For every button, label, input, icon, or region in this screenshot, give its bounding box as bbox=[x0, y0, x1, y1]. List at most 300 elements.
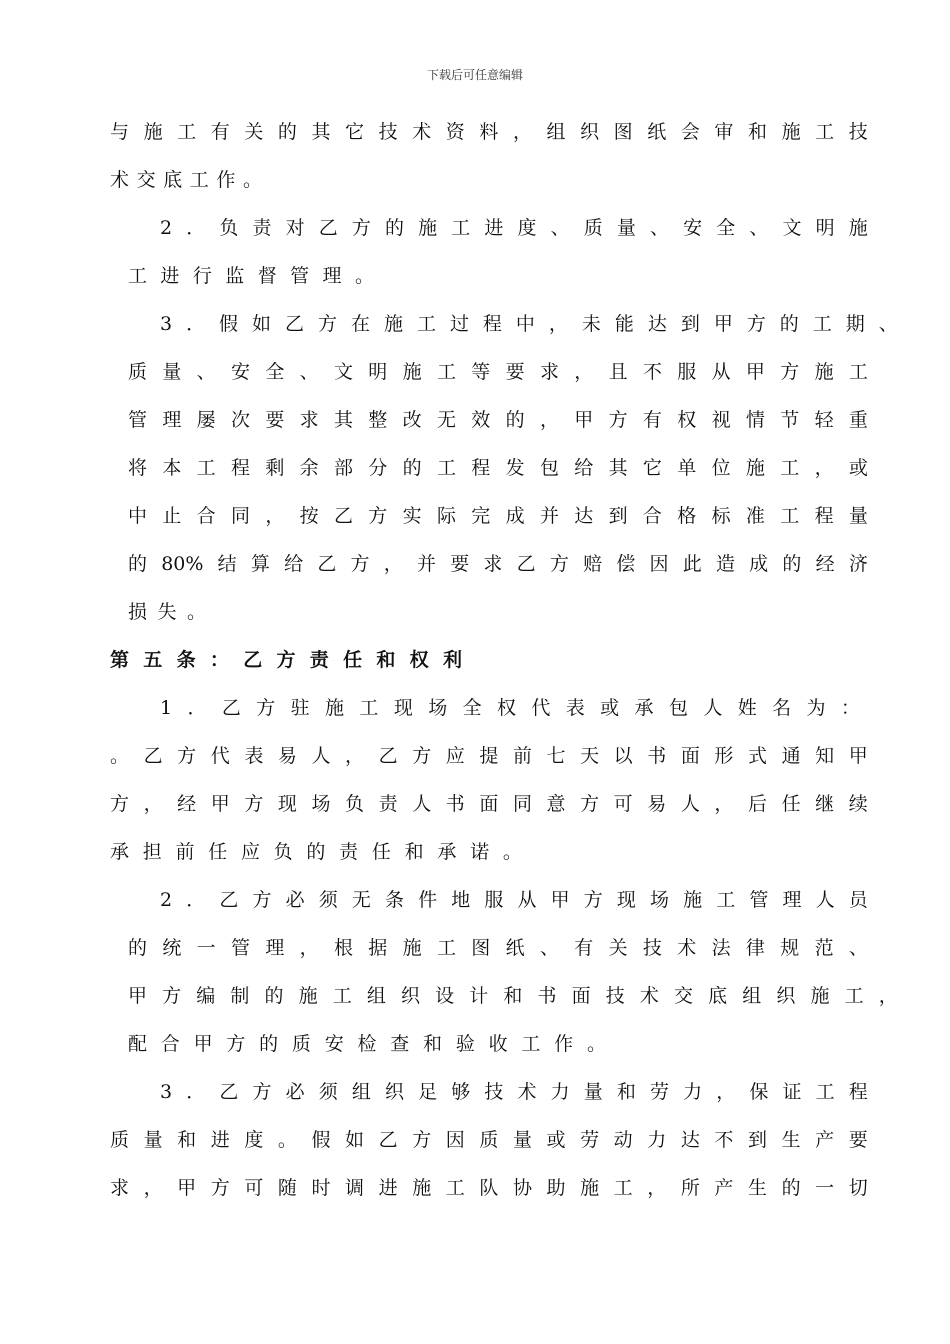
text-glyph: 所 bbox=[680, 1177, 700, 1199]
text-line bbox=[110, 120, 868, 144]
text-glyph: 、 bbox=[749, 217, 769, 239]
text-glyph: 方 bbox=[549, 553, 569, 575]
text-glyph: 现 bbox=[616, 889, 636, 911]
text-glyph: 书 bbox=[445, 793, 465, 815]
text-glyph: 进 bbox=[378, 1177, 398, 1199]
text-line bbox=[160, 696, 860, 720]
text-glyph: 如 bbox=[252, 313, 272, 335]
text-glyph: 质 bbox=[128, 361, 148, 383]
text-glyph: 工 bbox=[445, 1177, 465, 1199]
text-glyph: 工 bbox=[780, 457, 800, 479]
text-glyph: 重 bbox=[848, 409, 868, 431]
text-line bbox=[128, 984, 898, 1008]
text-glyph: ， bbox=[647, 1177, 667, 1199]
text-glyph: 面 bbox=[479, 793, 499, 815]
text-glyph: 力 bbox=[550, 1081, 570, 1103]
text-glyph: 此 bbox=[682, 553, 702, 575]
text-glyph: 因 bbox=[445, 1129, 465, 1151]
text-glyph: 情 bbox=[745, 409, 765, 431]
text-glyph: ， bbox=[539, 409, 559, 431]
text-glyph: 方 bbox=[608, 409, 628, 431]
text-glyph: 担 bbox=[142, 841, 162, 863]
text-glyph: 位 bbox=[711, 457, 731, 479]
text-glyph: 或 bbox=[600, 697, 620, 719]
text-glyph: 到 bbox=[608, 505, 628, 527]
text-glyph: 同 bbox=[230, 505, 250, 527]
text-glyph: 五 bbox=[143, 649, 163, 671]
text-glyph: 施 bbox=[325, 697, 345, 719]
text-glyph: 地 bbox=[451, 889, 471, 911]
text-glyph: 负 bbox=[219, 217, 239, 239]
text-glyph: 面 bbox=[680, 745, 700, 767]
text-glyph: 工 bbox=[812, 313, 832, 335]
text-glyph: 乙 bbox=[143, 745, 163, 767]
text-glyph: 程 bbox=[482, 313, 502, 335]
text-glyph: 其 bbox=[333, 409, 353, 431]
text-glyph: 工 bbox=[359, 697, 379, 719]
text-glyph: 、 bbox=[878, 313, 898, 335]
text-glyph: 作 bbox=[554, 1033, 574, 1055]
text-glyph: 施 bbox=[418, 217, 438, 239]
text-glyph: 必 bbox=[285, 889, 305, 911]
text-glyph: 文 bbox=[782, 217, 802, 239]
text-glyph: 造 bbox=[715, 553, 735, 575]
text-glyph: 失 bbox=[157, 601, 177, 623]
text-glyph: 方 bbox=[412, 745, 432, 767]
text-glyph: 求 bbox=[483, 553, 503, 575]
text-glyph: 方 bbox=[412, 1129, 432, 1151]
text-glyph: 方 bbox=[351, 217, 371, 239]
text-line bbox=[128, 504, 868, 528]
text-glyph: 际 bbox=[436, 505, 456, 527]
text-glyph: 施 bbox=[580, 1177, 600, 1199]
text-glyph: 七 bbox=[546, 745, 566, 767]
text-glyph: 、 bbox=[539, 937, 559, 959]
text-glyph: 术 bbox=[110, 169, 130, 191]
text-glyph: 甲 bbox=[210, 793, 230, 815]
text-glyph: 假 bbox=[219, 313, 239, 335]
text-glyph: 织 bbox=[580, 121, 600, 143]
text-glyph: ： bbox=[209, 649, 229, 671]
text-glyph: 合 bbox=[642, 505, 662, 527]
text-glyph: 。 bbox=[586, 1033, 606, 1055]
text-glyph: 意 bbox=[546, 793, 566, 815]
text-glyph: 工 bbox=[848, 361, 868, 383]
text-glyph: 给 bbox=[284, 553, 304, 575]
text-glyph: 乙 bbox=[333, 505, 353, 527]
text-glyph: 剩 bbox=[265, 457, 285, 479]
text-glyph: 全 bbox=[716, 217, 736, 239]
text-glyph: 责 bbox=[309, 649, 329, 671]
text-glyph: 。 bbox=[242, 169, 262, 191]
text-glyph: 要 bbox=[450, 553, 470, 575]
text-glyph: 形 bbox=[714, 745, 734, 767]
text-glyph: 织 bbox=[776, 985, 796, 1007]
text-glyph: 术 bbox=[412, 121, 432, 143]
text-glyph: 部 bbox=[333, 457, 353, 479]
text-glyph: 纸 bbox=[647, 121, 667, 143]
text-glyph: 文 bbox=[333, 361, 353, 383]
text-glyph: 有 bbox=[210, 121, 230, 143]
text-glyph: 安 bbox=[683, 217, 703, 239]
text-glyph: 乙 bbox=[317, 553, 337, 575]
text-glyph: 乙 bbox=[285, 313, 305, 335]
text-glyph: 理 bbox=[322, 265, 342, 287]
text-glyph: 发 bbox=[505, 457, 525, 479]
text-glyph: 工 bbox=[815, 1081, 835, 1103]
text-glyph: 且 bbox=[608, 361, 628, 383]
text-glyph: 效 bbox=[471, 409, 491, 431]
text-line bbox=[160, 216, 868, 240]
text-glyph: 配 bbox=[128, 1033, 148, 1055]
text-glyph: ， bbox=[714, 793, 734, 815]
text-glyph: 织 bbox=[401, 985, 421, 1007]
text-glyph: 行 bbox=[192, 265, 212, 287]
text-glyph: 2 bbox=[160, 889, 173, 911]
text-glyph: 施 bbox=[143, 121, 163, 143]
text-glyph: 底 bbox=[163, 169, 183, 191]
text-glyph: 理 bbox=[782, 889, 802, 911]
text-glyph: 织 bbox=[384, 1081, 404, 1103]
text-glyph: 。 bbox=[277, 1129, 297, 1151]
text-glyph: 图 bbox=[613, 121, 633, 143]
text-glyph: ， bbox=[878, 985, 898, 1007]
text-glyph: 度 bbox=[244, 1129, 264, 1151]
text-glyph: 和 bbox=[503, 985, 523, 1007]
text-glyph: 。 bbox=[354, 265, 374, 287]
text-glyph: 条 bbox=[176, 649, 196, 671]
text-glyph: 中 bbox=[128, 505, 148, 527]
text-glyph: 底 bbox=[708, 985, 728, 1007]
text-glyph: 驻 bbox=[290, 697, 310, 719]
text-glyph: 技 bbox=[378, 121, 398, 143]
text-glyph: 术 bbox=[517, 1081, 537, 1103]
text-glyph: 作 bbox=[216, 169, 236, 191]
text-line bbox=[110, 1128, 868, 1152]
text-glyph: 组 bbox=[742, 985, 762, 1007]
text-glyph: 天 bbox=[580, 745, 600, 767]
text-glyph: 乙 bbox=[243, 649, 263, 671]
text-glyph: 乙 bbox=[378, 745, 398, 767]
text-glyph: 产 bbox=[815, 1129, 835, 1151]
text-glyph: 实 bbox=[402, 505, 422, 527]
text-glyph: 图 bbox=[471, 937, 491, 959]
text-glyph: 方 bbox=[110, 793, 130, 815]
text-glyph: 程 bbox=[848, 1081, 868, 1103]
text-glyph: 乙 bbox=[221, 697, 241, 719]
text-glyph: 的 bbox=[277, 121, 297, 143]
text-line bbox=[128, 456, 868, 480]
text-glyph: 施 bbox=[848, 217, 868, 239]
text-glyph: 达 bbox=[647, 313, 667, 335]
text-glyph: 量 bbox=[143, 1129, 163, 1151]
text-glyph: ， bbox=[574, 361, 594, 383]
text-glyph: 方 bbox=[276, 649, 296, 671]
text-glyph: 合 bbox=[196, 505, 216, 527]
text-glyph: 责 bbox=[378, 793, 398, 815]
text-glyph: 甲 bbox=[848, 745, 868, 767]
text-glyph: 协 bbox=[512, 1177, 532, 1199]
text-glyph: 范 bbox=[814, 937, 834, 959]
text-glyph: 制 bbox=[230, 985, 250, 1007]
text-glyph: 。 bbox=[502, 841, 522, 863]
text-glyph: 任 bbox=[208, 841, 228, 863]
text-glyph: 济 bbox=[848, 553, 868, 575]
text-glyph: 它 bbox=[345, 121, 365, 143]
text-glyph: 保 bbox=[749, 1081, 769, 1103]
text-glyph: 必 bbox=[285, 1081, 305, 1103]
text-glyph: 的 bbox=[128, 937, 148, 959]
text-glyph: 方 bbox=[226, 1033, 246, 1055]
text-glyph: 对 bbox=[285, 217, 305, 239]
text-glyph: 止 bbox=[162, 505, 182, 527]
text-glyph: 技 bbox=[642, 937, 662, 959]
text-glyph: 期 bbox=[845, 313, 865, 335]
text-glyph: 后 bbox=[747, 793, 767, 815]
text-glyph: 权 bbox=[677, 409, 697, 431]
text-glyph: 设 bbox=[435, 985, 455, 1007]
text-glyph: 量 bbox=[616, 217, 636, 239]
text-glyph: 责 bbox=[339, 841, 359, 863]
text-glyph: 全 bbox=[462, 697, 482, 719]
text-glyph: 和 bbox=[177, 1129, 197, 1151]
text-glyph: 任 bbox=[371, 841, 391, 863]
text-glyph: 其 bbox=[608, 457, 628, 479]
text-line bbox=[160, 888, 868, 912]
text-glyph: 等 bbox=[471, 361, 491, 383]
text-glyph: 本 bbox=[162, 457, 182, 479]
text-glyph: 视 bbox=[711, 409, 731, 431]
text-glyph: 提 bbox=[479, 745, 499, 767]
text-glyph: 有 bbox=[642, 409, 662, 431]
text-glyph: 的 bbox=[505, 409, 525, 431]
text-glyph: 权 bbox=[409, 649, 429, 671]
text-glyph: 承 bbox=[634, 697, 654, 719]
text-glyph: 包 bbox=[668, 697, 688, 719]
text-glyph: 在 bbox=[350, 313, 370, 335]
text-glyph: 工 bbox=[196, 457, 216, 479]
text-glyph: 、 bbox=[196, 361, 216, 383]
text-glyph: 明 bbox=[368, 361, 388, 383]
text-glyph: 准 bbox=[745, 505, 765, 527]
text-glyph: 进 bbox=[210, 1129, 230, 1151]
text-glyph: 人 bbox=[680, 793, 700, 815]
text-glyph: 合 bbox=[160, 1033, 180, 1055]
text-glyph: 偿 bbox=[616, 553, 636, 575]
text-glyph: 任 bbox=[343, 649, 363, 671]
text-glyph: 管 bbox=[128, 409, 148, 431]
text-glyph: 和 bbox=[404, 841, 424, 863]
text-glyph: 量 bbox=[583, 1081, 603, 1103]
text-glyph: 有 bbox=[574, 937, 594, 959]
text-glyph: 达 bbox=[574, 505, 594, 527]
text-glyph: 力 bbox=[647, 1129, 667, 1151]
text-glyph: 场 bbox=[428, 697, 448, 719]
text-glyph: 够 bbox=[451, 1081, 471, 1103]
text-glyph: 甲 bbox=[128, 985, 148, 1007]
text-glyph: 知 bbox=[815, 745, 835, 767]
text-glyph: 律 bbox=[745, 937, 765, 959]
text-glyph: 工 bbox=[177, 121, 197, 143]
text-glyph: ． bbox=[186, 889, 206, 911]
text-glyph: ， bbox=[143, 1177, 163, 1199]
text-glyph: 统 bbox=[162, 937, 182, 959]
text-glyph: ： bbox=[840, 697, 860, 719]
text-glyph: 方 bbox=[244, 793, 264, 815]
text-glyph: 从 bbox=[517, 889, 537, 911]
text-glyph: 工 bbox=[436, 937, 456, 959]
text-glyph: 前 bbox=[512, 745, 532, 767]
text-glyph: 工 bbox=[613, 1177, 633, 1199]
text-glyph: 它 bbox=[642, 457, 662, 479]
text-glyph: 任 bbox=[781, 793, 801, 815]
text-line bbox=[128, 1032, 606, 1056]
text-glyph: 方 bbox=[318, 313, 338, 335]
text-glyph: 施 bbox=[402, 937, 422, 959]
text-glyph: 前 bbox=[175, 841, 195, 863]
text-glyph: 技 bbox=[848, 121, 868, 143]
text-glyph: 要 bbox=[848, 1129, 868, 1151]
text-glyph: 量 bbox=[512, 1129, 532, 1151]
text-glyph: 施 bbox=[745, 457, 765, 479]
text-glyph: 无 bbox=[351, 889, 371, 911]
text-glyph: 质 bbox=[110, 1129, 130, 1151]
text-glyph: 名 bbox=[772, 697, 792, 719]
text-glyph: 整 bbox=[368, 409, 388, 431]
text-glyph: 程 bbox=[471, 457, 491, 479]
text-glyph: 安 bbox=[230, 361, 250, 383]
text-glyph: 件 bbox=[418, 889, 438, 911]
text-line bbox=[110, 840, 522, 864]
text-glyph: 过 bbox=[449, 313, 469, 335]
text-glyph: 、 bbox=[848, 937, 868, 959]
text-glyph: 、 bbox=[649, 217, 669, 239]
text-glyph: 督 bbox=[257, 265, 277, 287]
text-line bbox=[110, 744, 868, 768]
text-glyph: 次 bbox=[230, 409, 250, 431]
text-glyph: 以 bbox=[613, 745, 633, 767]
text-glyph: 技 bbox=[605, 985, 625, 1007]
text-glyph: 据 bbox=[368, 937, 388, 959]
text-glyph: 、 bbox=[550, 217, 570, 239]
text-glyph: 1 bbox=[160, 697, 173, 719]
text-glyph: 方 bbox=[780, 361, 800, 383]
text-glyph: 全 bbox=[265, 361, 285, 383]
text-glyph: 质 bbox=[583, 217, 603, 239]
text-glyph: 施 bbox=[810, 985, 830, 1007]
text-glyph: 纸 bbox=[505, 937, 525, 959]
text-glyph: 80% bbox=[161, 553, 204, 575]
text-glyph: 交 bbox=[674, 985, 694, 1007]
text-glyph: ． bbox=[186, 217, 206, 239]
text-glyph: 员 bbox=[848, 889, 868, 911]
text-glyph: 求 bbox=[299, 409, 319, 431]
text-glyph: 查 bbox=[390, 1033, 410, 1055]
text-glyph: 到 bbox=[747, 1129, 767, 1151]
text-glyph: 结 bbox=[217, 553, 237, 575]
text-glyph: 乙 bbox=[516, 553, 536, 575]
text-glyph: 的 bbox=[264, 985, 284, 1007]
text-glyph: ， bbox=[716, 1081, 736, 1103]
text-glyph: 为 bbox=[806, 697, 826, 719]
text-line bbox=[128, 264, 374, 288]
text-glyph: ， bbox=[383, 553, 403, 575]
text-line bbox=[110, 792, 868, 816]
text-glyph: 术 bbox=[639, 985, 659, 1007]
text-glyph: 审 bbox=[714, 121, 734, 143]
text-glyph: ， bbox=[143, 793, 163, 815]
text-glyph: 工 bbox=[780, 505, 800, 527]
text-glyph: 中 bbox=[515, 313, 535, 335]
text-glyph: 的 bbox=[128, 553, 148, 575]
text-glyph: 工 bbox=[716, 889, 736, 911]
text-glyph: 应 bbox=[445, 745, 465, 767]
text-glyph: 表 bbox=[565, 697, 585, 719]
text-glyph: 切 bbox=[848, 1177, 868, 1199]
text-glyph: 表 bbox=[244, 745, 264, 767]
text-glyph: 的 bbox=[259, 1033, 279, 1055]
text-glyph: 根 bbox=[333, 937, 353, 959]
text-glyph: ， bbox=[345, 745, 365, 767]
text-glyph: 施 bbox=[402, 361, 422, 383]
text-glyph: 。 bbox=[186, 601, 206, 623]
text-glyph: 场 bbox=[311, 793, 331, 815]
text-glyph: 一 bbox=[196, 937, 216, 959]
text-glyph: 证 bbox=[782, 1081, 802, 1103]
text-glyph: 如 bbox=[345, 1129, 365, 1151]
text-glyph: 工 bbox=[521, 1033, 541, 1055]
text-glyph: 须 bbox=[318, 1081, 338, 1103]
text-glyph: 损 bbox=[128, 601, 148, 623]
text-glyph: 乙 bbox=[378, 1129, 398, 1151]
text-line bbox=[128, 600, 206, 624]
text-glyph: 代 bbox=[531, 697, 551, 719]
text-glyph: 给 bbox=[574, 457, 594, 479]
text-glyph: 的 bbox=[402, 457, 422, 479]
text-glyph: 其 bbox=[311, 121, 331, 143]
text-glyph: 方 bbox=[210, 1177, 230, 1199]
text-glyph: 足 bbox=[418, 1081, 438, 1103]
text-glyph: 管 bbox=[230, 937, 250, 959]
text-glyph: 无 bbox=[436, 409, 456, 431]
text-glyph: ， bbox=[299, 937, 319, 959]
text-glyph: 赔 bbox=[583, 553, 603, 575]
text-glyph: 和 bbox=[616, 1081, 636, 1103]
text-glyph: 工 bbox=[844, 985, 864, 1007]
text-glyph: 术 bbox=[677, 937, 697, 959]
text-glyph: 工 bbox=[416, 313, 436, 335]
page-header: 下载后可任意编辑 bbox=[426, 68, 523, 82]
text-glyph: 安 bbox=[324, 1033, 344, 1055]
text-glyph: 劳 bbox=[649, 1081, 669, 1103]
text-glyph: 现 bbox=[277, 793, 297, 815]
text-glyph: 方 bbox=[583, 889, 603, 911]
text-glyph: 从 bbox=[711, 361, 731, 383]
text-glyph: 方 bbox=[350, 553, 370, 575]
text-line bbox=[160, 1080, 868, 1104]
text-glyph: 工 bbox=[815, 121, 835, 143]
text-glyph: 甲 bbox=[550, 889, 570, 911]
text-glyph: 方 bbox=[177, 745, 197, 767]
text-glyph: 的 bbox=[781, 1177, 801, 1199]
text-glyph: 。 bbox=[110, 745, 130, 767]
text-line bbox=[110, 1176, 868, 1200]
text-glyph: 第 bbox=[110, 649, 130, 671]
text-glyph: 产 bbox=[714, 1177, 734, 1199]
text-glyph: 技 bbox=[484, 1081, 504, 1103]
text-glyph: ． bbox=[186, 1081, 206, 1103]
text-glyph: 承 bbox=[437, 841, 457, 863]
